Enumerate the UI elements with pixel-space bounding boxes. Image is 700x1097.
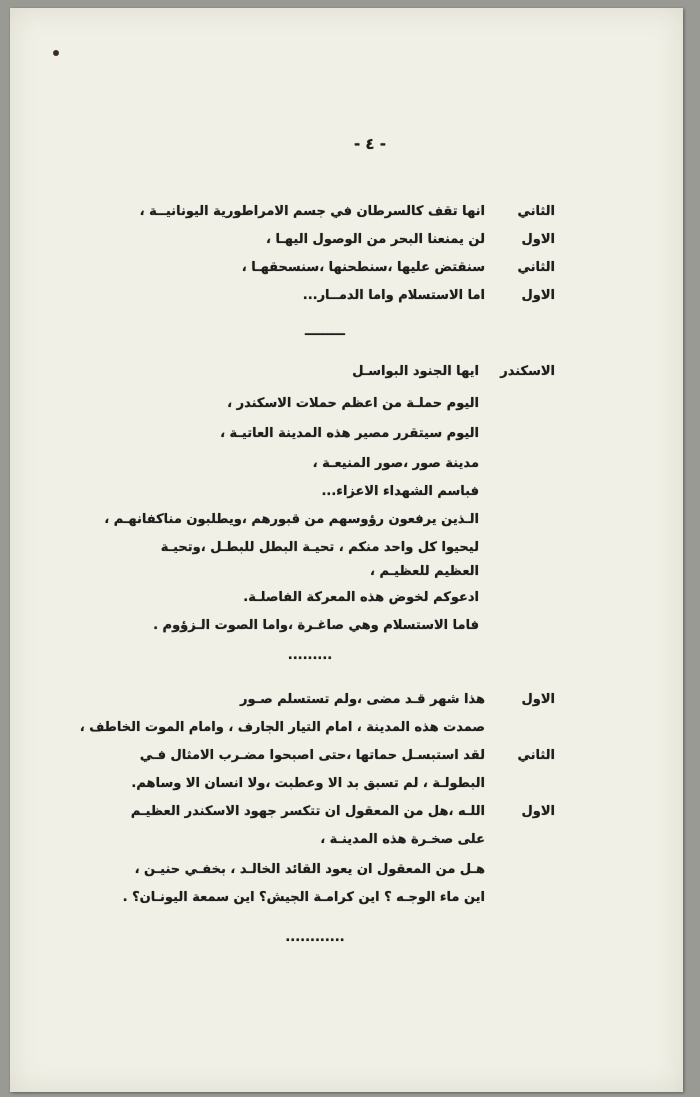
speaker-label: الاول	[521, 804, 555, 819]
dialogue-line: ايها الجنود البواسـل	[352, 364, 479, 379]
dialogue-line: اما الاستسلام واما الدمــار...	[302, 288, 485, 303]
dialogue-line: سنقتض عليها ،سنطحنها ،سنسحقهـا ،	[241, 260, 485, 275]
dialogue-line: ليحيوا كل واحد منكم ، تحيـة البطل للبطـل ،وتحيـة	[160, 540, 479, 555]
speaker-label: الاول	[521, 288, 555, 303]
speaker-label: الثاني	[517, 260, 555, 275]
dialogue-line: اليوم حملـة من اعظم حملات الاسكندر ،	[227, 396, 479, 411]
dialogue-line: هذا شهر قـد مضى ،ولم تستسلم صـور	[240, 692, 485, 707]
speaker-label: الاول	[521, 232, 555, 247]
dialogue-line: على صخـرة هذه المدينـة ،	[320, 832, 485, 847]
dialogue-line: العظيم للعظيـم ،	[370, 564, 479, 579]
ink-stain	[53, 50, 59, 56]
dialogue-line: لقد استبسـل حماتها ،حتى اصبحوا مضـرب الامثال فـي	[139, 748, 485, 763]
dialogue-line: فاما الاستسلام وهي صاغـرة ،واما الصوت الـزؤوم .	[153, 618, 479, 633]
speaker-label: الاسكندر	[500, 364, 555, 379]
page-number: - ٤ -	[353, 135, 387, 153]
section-separator: .........	[287, 648, 333, 663]
section-separator: ـــــــــ	[305, 324, 345, 339]
dialogue-line: اين ماء الوجـه ؟ اين كرامـة الجيش؟ اين سمعة اليونـان؟ .	[122, 890, 485, 905]
dialogue-line: مدينة صور ،صور المنيعـة ،	[312, 456, 479, 471]
dialogue-line: اللـه ،هل من المعقول ان تتكسر جهود الاسكندر العظيـم	[130, 804, 485, 819]
dialogue-line: صمدت هذه المدينة ، امام التيار الجارف ، وامام الموت الخاطف ،	[79, 720, 485, 735]
speaker-label: الثاني	[517, 748, 555, 763]
dialogue-line: اليوم سيتقرر مصير هذه المدينة العاتيـة ،	[220, 426, 479, 441]
typewritten-page	[10, 8, 683, 1092]
dialogue-line: هـل من المعقول ان يعود القائد الخالـد ، بخفـي حنيـن ،	[134, 862, 485, 877]
dialogue-line: انها تقف كالسرطان في جسم الامراطورية اليونانيــة ،	[139, 204, 485, 219]
dialogue-line: فباسم الشهداء الاعزاء...	[321, 484, 479, 499]
dialogue-line: لن يمنعنا البحر من الوصول اليهـا ،	[266, 232, 485, 247]
section-separator: ............	[285, 930, 345, 945]
dialogue-line: الـذين يرفعون رؤوسهم من قبورهم ،ويطلبون مناكفانهـم ،	[104, 512, 479, 527]
dialogue-line: ادعوكم لخوض هذه المعركة الفاصلـة.	[243, 590, 479, 605]
speaker-label: الثاني	[517, 204, 555, 219]
speaker-label: الاول	[521, 692, 555, 707]
dialogue-line: البطولـة ، لم تسبق بد الا وعطبت ،ولا انسان الا وساهم.	[131, 776, 485, 791]
